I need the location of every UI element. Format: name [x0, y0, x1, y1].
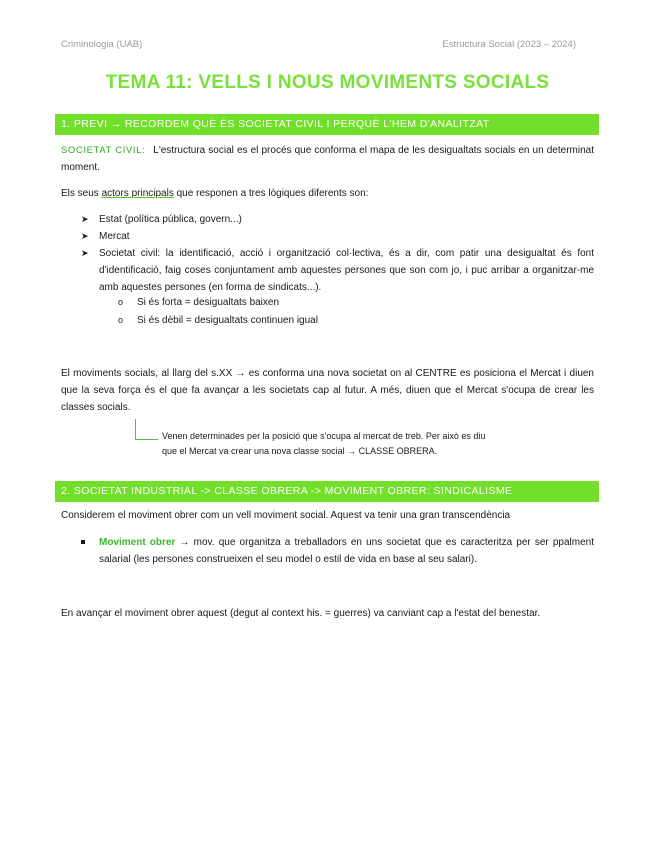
list-item-text: Societat civil: la identificació, acció i organització col·lectiva, és a dir, com patir una desigualtat és font d'identificació, faig coses conjuntament amb aquestes persones que son com jo, i puc arribar a organitzar-me amb aquestes persones (en forma de sindicats...). — [99, 248, 594, 293]
definition-paragraph — [61, 142, 594, 176]
section-1-heading: 1. PREVI → RECORDEM QUÈ ÉS SOCIETAT CIVIL I PERQUÈ L'HEM D'ANALITZAT — [55, 114, 599, 135]
circle-bullet-icon: o — [118, 315, 124, 325]
moviment-obrer-text: → mov. que organitza a treballadors en uns societat que es caracteritza per ser ppalment salarial (les persones construeixen el seu model o estil de vida en base al seu salari). — [99, 537, 595, 565]
actors-paragraph — [61, 185, 594, 202]
actors-pre: Els seus — [61, 188, 102, 199]
square-bullet-icon — [81, 540, 85, 544]
definition-label: SOCIETAT CIVIL: — [61, 145, 146, 156]
sub-list-item-text: Si és forta = desigualtats baixen — [137, 297, 280, 308]
list-item — [81, 228, 594, 245]
social-movements-paragraph: El moviments socials, al llarg del s.XX → es conforma una nova societat on al CENTRE es posiciona el Mercat i diuen que la seva força és el que fa avançar a les societats cap al futur. A més, diuen que el Mercat s'ocupa de crear les classes socials. — [61, 368, 594, 413]
annotation-note — [162, 429, 542, 459]
list-item — [81, 534, 594, 568]
list-item-text: Mercat — [99, 231, 130, 242]
sub-list-item-text: Si és dèbil = desigualtats continuen igual — [137, 315, 318, 326]
arrow-bullet-icon: ➤ — [81, 231, 89, 241]
sub-list-item — [118, 312, 318, 329]
annotation-line-1: Venen determinades per la posició que s'ocupa al mercat de treb. Per això es diu — [162, 431, 486, 441]
header-subject: Estructura Social (2023 – 2024) — [442, 39, 576, 50]
header-course: Criminologia (UAB) — [61, 39, 143, 50]
list-item — [81, 245, 594, 296]
list-item-text — [99, 534, 594, 568]
connector-arrow-icon — [135, 419, 158, 440]
section-2-heading: 2. SOCIETAT INDUSTRIAL -> CLASSE OBRERA -> MOVIMENT OBRER: SINDICALISME — [55, 481, 599, 502]
list-item-text: Estat (política pública, govern...) — [99, 214, 242, 225]
actors-principals-link: actors principals — [101, 188, 174, 199]
list-item — [81, 211, 594, 228]
actors-post: que responen a tres lògiques diferents son: — [173, 188, 369, 199]
section-2-intro: Considerem el moviment obrer com un vell moviment social. Aquest va tenir una gran transcendència — [61, 510, 511, 521]
arrow-bullet-icon: ➤ — [81, 248, 89, 258]
annotation-line-2: que el Mercat va crear una nova classe social → CLASSE OBRERA. — [162, 446, 438, 456]
sub-list-item — [118, 294, 279, 311]
page-title: TEMA 11: VELLS I NOUS MOVIMENTS SOCIALS — [105, 72, 550, 93]
closing-paragraph: En avançar el moviment obrer aquest (degut al context his. = guerres) va canviant cap a l'estat del benestar. — [61, 608, 541, 619]
arrow-bullet-icon: ➤ — [81, 214, 89, 224]
circle-bullet-icon: o — [118, 297, 124, 307]
definition-text: L'estructura social es el procés que conforma el mapa de les desigualtats socials en un determinat moment. — [61, 145, 594, 173]
moviment-obrer-label: Moviment obrer — [99, 537, 176, 548]
